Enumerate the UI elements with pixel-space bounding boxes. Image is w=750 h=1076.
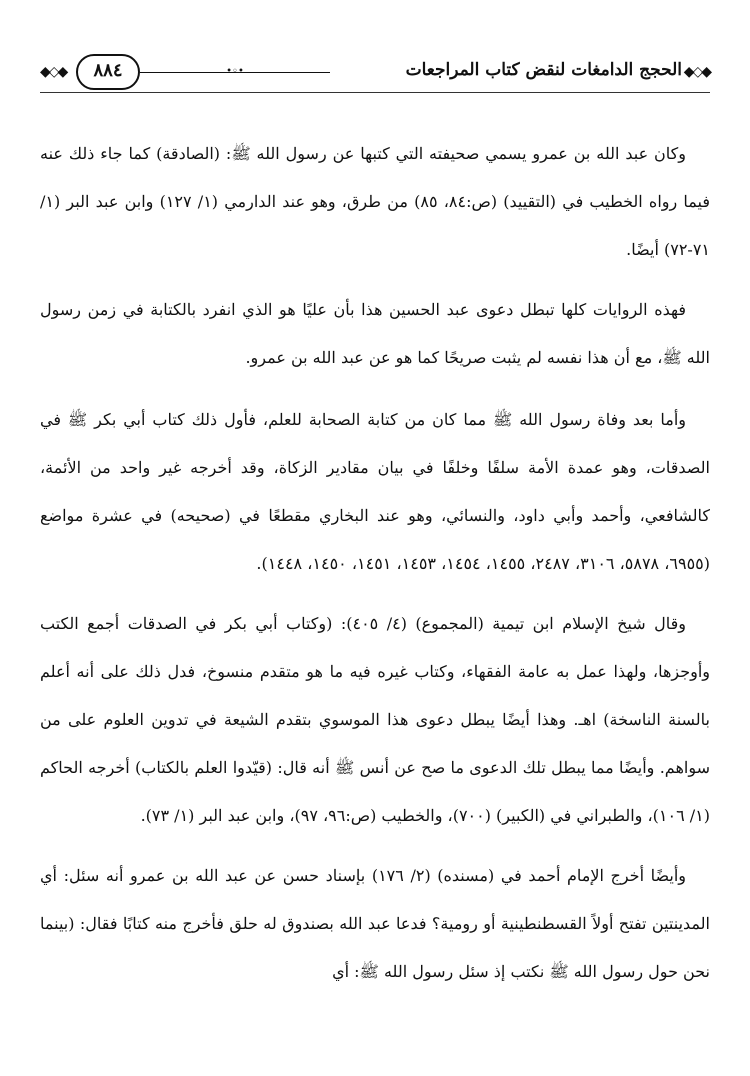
paragraph-5: وأيضًا أخرج الإمام أحمد في (مسنده) (٢/ ١٧٦) بإسناد حسن عن عبد الله بن عمرو أنه سئل: أي المدينتين تفتح أولاً القسطنطينية أو رومية؟ فدعا عبد الله بصندوق له حلق فأخرج منه كتابًا فقال: (بينما نحن حول رسول الله ﷺ نكتب إذ سئل رسول الله ﷺ: أي <box>40 866 710 981</box>
paragraph-3: وأما بعد وفاة رسول الله ﷺ مما كان من كتابة الصحابة للعلم، فأول ذلك كتاب أبي بكر ﷺ في الصدقات، وهو عمدة الأمة سلفًا وخلفًا في بيان مقادير الزكاة، وقد أخرجه غير واحد من الأئمة، كالشافعي، وأحمد وأبي داود، والنسائي، وهو عند البخاري مقطعًا في (صحيحه) في عشرة مواضع (٦٩٥٥، ٥٨٧٨، ٣١٠٦، ٢٤٨٧، ١٤٥٥، ١٤٥٤، ١٤٥٣، ١٤٥١، ١٤٥٠، ١٤٤٨). <box>40 410 711 573</box>
header-rule-ornament: •◦• <box>226 66 244 77</box>
paragraph-4: وقال شيخ الإسلام ابن تيمية (المجموع) (٤/ ٤٠٥): (وكتاب أبي بكر في الصدقات أجمع الكتب وأوجزها، ولهذا عمل به عامة الفقهاء، وكتاب غيره فيه ما هو متقدم منسوخ، فدل ذلك على أنه أعلم بالسنة الناسخة) اهـ. وهذا أيضًا يبطل دعوى هذا الموسوي بتقدم الشيعة في تدوين العلوم على من سواهم. وأيضًا مما يبطل تلك الدعوى ما صح عن أنس ﷺ أنه قال: (قيّدوا العلم بالكتاب) أخرجه الحاكم (١/ ١٠٦)، والطبراني في (الكبير) (٧٠٠)، والخطيب (ص:٩٦، ٩٧)، وابن عبد البر (١/ ٧٣). <box>40 614 711 825</box>
running-header <box>40 54 710 94</box>
paragraph-2: فهذه الروايات كلها تبطل دعوى عبد الحسين هذا بأن عليًا هو الذي انفرد بالكتابة في زمن رسول الله ﷺ، مع أن هذا نفسه لم يثبت صريحًا كما هو عن عبد الله بن عمرو. <box>40 300 710 367</box>
paragraph-1: وكان عبد الله بن عمرو يسمي صحيفته التي كتبها عن رسول الله ﷺ: (الصادقة) كما جاء ذلك عنه فيما رواه الخطيب في (التقييد) (ص:٨٤، ٨٥) من طرق، وهو عند الدارمي (١/ ١٢٧) وابن عبد البر (١/ ٧١-٧٢) أيضًا. <box>40 144 711 259</box>
header-underline <box>40 92 710 93</box>
page-number: ٨٨٤ <box>76 54 140 90</box>
page-body <box>40 130 710 1008</box>
book-title: الحجج الدامغات لنقض كتاب المراجعات <box>405 60 682 80</box>
header-ornament-right: ◆◇◆ <box>683 64 710 80</box>
header-ornament-left: ◆◇◆ <box>40 64 67 80</box>
